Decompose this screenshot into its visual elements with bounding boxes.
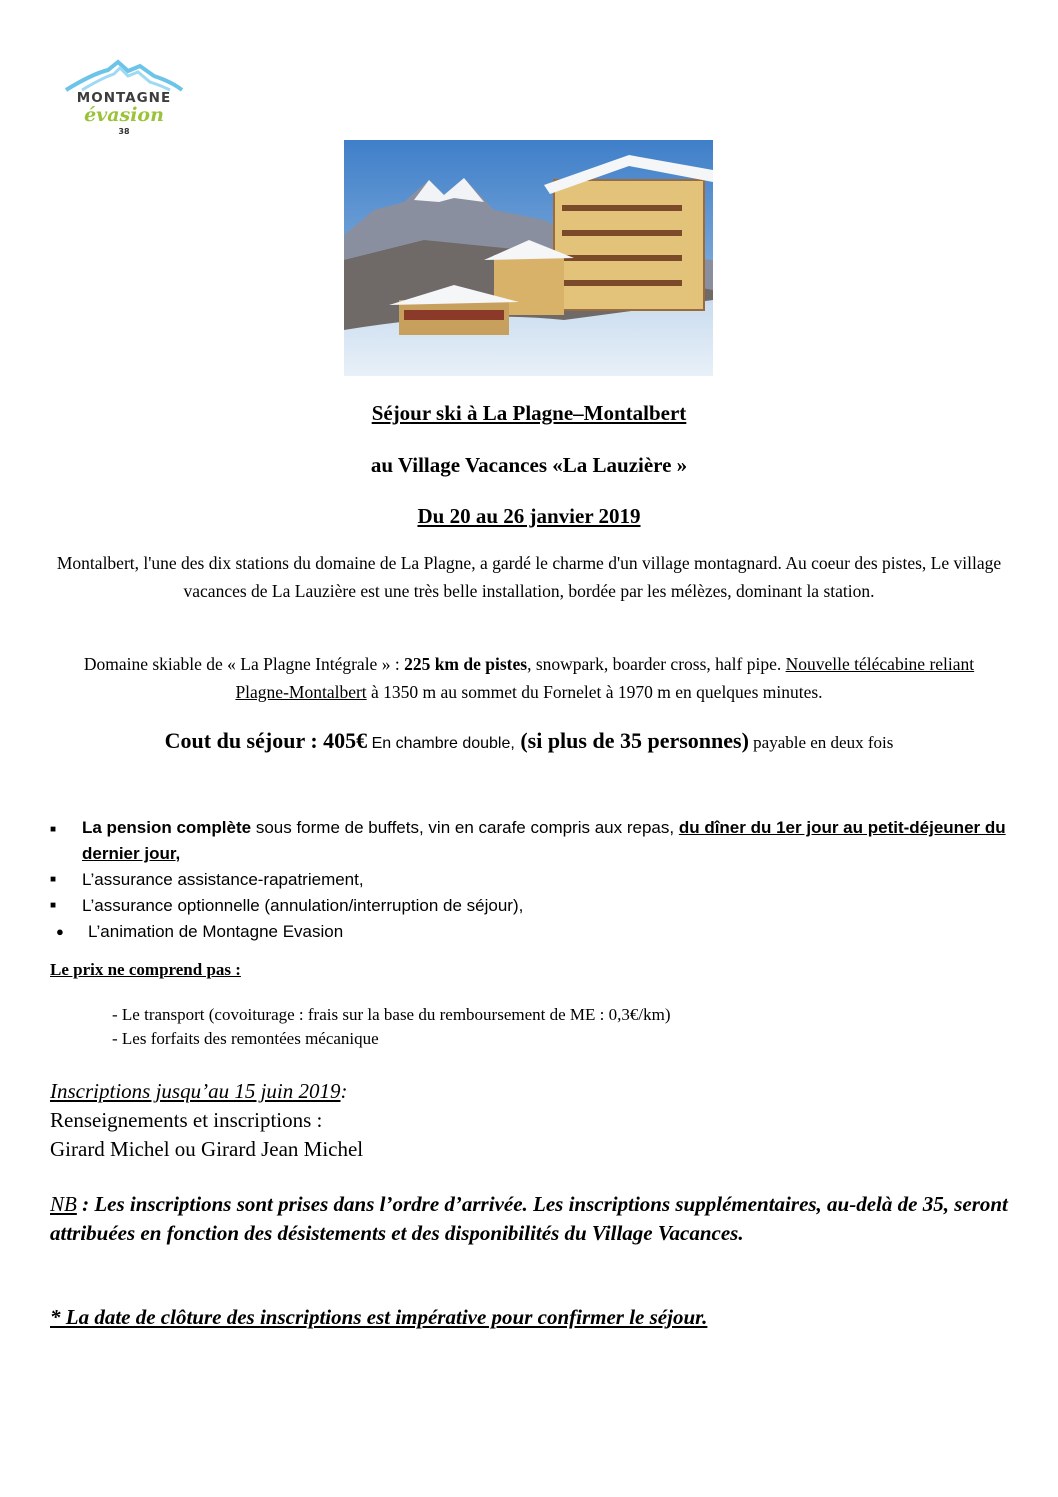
domain-paragraph [56, 650, 1002, 706]
cost-condition: (si plus de 35 personnes) [514, 728, 749, 753]
logo-text-number: 38 [118, 127, 130, 136]
registration-contacts: Girard Michel ou Girard Jean Michel [50, 1137, 364, 1161]
excluded-transport: - Le transport (covoiturage : frais sur la base du remboursement de ME : 0,3€/km) [112, 1005, 671, 1024]
montagne-evasion-logo [62, 56, 186, 146]
round-bullet-icon: ● [56, 924, 64, 939]
list-item [50, 815, 1010, 867]
cost-room: En chambre double, [367, 735, 515, 752]
list-item [50, 919, 1010, 945]
square-bullet-icon: ■ [50, 900, 57, 911]
nb-paragraph [50, 1190, 1010, 1248]
intro-paragraph: Montalbert, l'une des dix stations du domaine de La Plagne, a gardé le charme d'un village montagnard. Au coeur des pistes, Le village vacances de La Lauzière est une très belle installation, bordée par les mélèzes, dominant la station. [56, 553, 1002, 601]
assurance-optionnelle: L’assurance optionnelle (annulation/interruption de séjour), [82, 896, 524, 915]
logo-text-main: MONTAGNE [76, 90, 172, 106]
domain-text-2: , snowpark, boarder cross, half pipe. [527, 654, 786, 674]
pension-label: La pension complète [82, 818, 252, 837]
domain-text-1: Domaine skiable de « La Plagne Intégrale » : [83, 654, 405, 674]
registration-block [50, 1077, 363, 1164]
deadline-colon: : [340, 1079, 348, 1103]
cost-payment: payable en deux fois [748, 733, 894, 752]
list-item [50, 867, 1010, 893]
square-bullet-icon: ■ [50, 874, 57, 885]
pension-end: , [175, 844, 181, 863]
registration-info: Renseignements et inscriptions : [50, 1108, 323, 1132]
square-bullet-icon: ■ [50, 824, 57, 835]
pension-text: sous forme de buffets, vin en carafe compris aux repas, [251, 818, 679, 837]
excluded-heading: Le prix ne comprend pas : [50, 960, 241, 979]
resort-photo [344, 140, 713, 376]
registration-deadline [50, 1077, 363, 1106]
cost-label: Cout du séjour : 405€ [164, 728, 368, 753]
excluded-forfaits: - Les forfaits des remontées mécanique [112, 1029, 379, 1048]
domain-telecabine: Nouvelle télécabine reliant Plagne-Montalbert [235, 654, 975, 702]
nb-label: NB [50, 1192, 77, 1216]
domain-km: 225 km de pistes [404, 654, 528, 674]
title-dates: Du 20 au 26 janvier 2019 [417, 504, 641, 528]
assurance-assistance: L’assurance assistance-rapatriement, [82, 870, 364, 889]
list-item [50, 893, 1010, 919]
nb-text: : Les inscriptions sont prises dans l’ordre d’arrivée. Les inscriptions supplémentaires, au-delà de 35, seront attribuées en fonction des désistements et des disponibilités du Village Vacances. [50, 1192, 1008, 1245]
title-sejour: Séjour ski à La Plagne–Montalbert [371, 401, 687, 425]
pension-duration: du dîner du 1er jour au petit-déjeuner du dernier jour [82, 818, 1006, 863]
logo-text-script: évasion [84, 104, 164, 126]
deadline-text: Inscriptions jusqu’au 15 juin 2019 [50, 1079, 341, 1103]
cost-line [0, 728, 1058, 754]
animation: L’animation de Montagne Evasion [88, 922, 344, 941]
closing-note: * La date de clôture des inscriptions est impérative pour confirmer le séjour. [50, 1305, 708, 1329]
included-list [50, 815, 1010, 945]
domain-text-3: à 1350 m au sommet du Fornelet à 1970 m en quelques minutes. [366, 682, 823, 702]
title-village: au Village Vacances «La Lauzière » [370, 453, 688, 477]
